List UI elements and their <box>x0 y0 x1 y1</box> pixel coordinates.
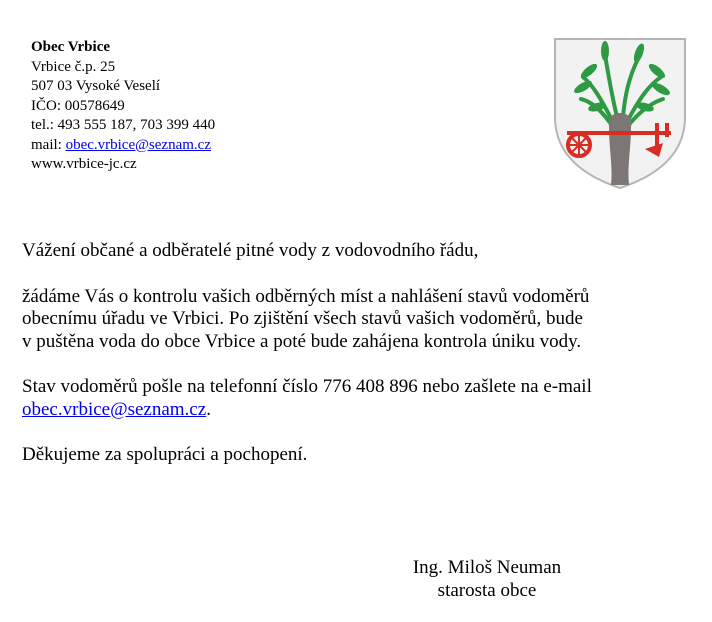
email-link[interactable]: obec.vrbice@seznam.cz <box>65 136 211 153</box>
website: www.vrbice-jc.cz <box>31 156 137 172</box>
municipality-name: Obec Vrbice <box>31 39 111 55</box>
mail-label: mail: <box>31 136 66 153</box>
phone-numbers: tel.: 493 555 187, 703 399 440 <box>31 117 216 133</box>
contact-line: Stav vodoměrů pošle na telefonní číslo 776 408 896 nebo zašlete na e-mail <box>22 376 592 397</box>
contact-period: . <box>206 398 211 420</box>
request-line-3: v puštěna voda do obce Vrbice a poté bude zahájena kontrola úniku vody. <box>22 330 582 352</box>
ico-number: IČO: 00578649 <box>31 97 125 114</box>
request-paragraph <box>22 286 682 354</box>
contact-paragraph <box>22 376 682 421</box>
address-line-2: 507 03 Vysoké Veselí <box>31 78 161 94</box>
thanks-line: Děkujeme za spolupráci a pochopení. <box>22 444 308 465</box>
contact-email-link[interactable]: obec.vrbice@seznam.cz <box>22 398 207 420</box>
greeting: Vážení občané a odběratelé pitné vody z vodovodního řádu, <box>22 240 479 261</box>
signature-block <box>392 556 582 602</box>
request-line-1: žádáme Vás o kontrolu vašich odběrných míst a nahlášení stavů vodoměrů <box>22 285 590 307</box>
letter-body <box>22 240 682 490</box>
mail-line <box>31 136 215 156</box>
address-line-1: Vrbice č.p. 25 <box>31 58 116 75</box>
request-line-2: obecnímu úřadu ve Vrbici. Po zjištění všech stavů vašich vodoměrů, bude <box>22 308 583 329</box>
signatory-title: starosta obce <box>437 580 537 601</box>
coat-of-arms-icon <box>553 37 687 190</box>
letterhead <box>31 38 215 175</box>
signatory-name: Ing. Miloš Neuman <box>412 557 562 578</box>
